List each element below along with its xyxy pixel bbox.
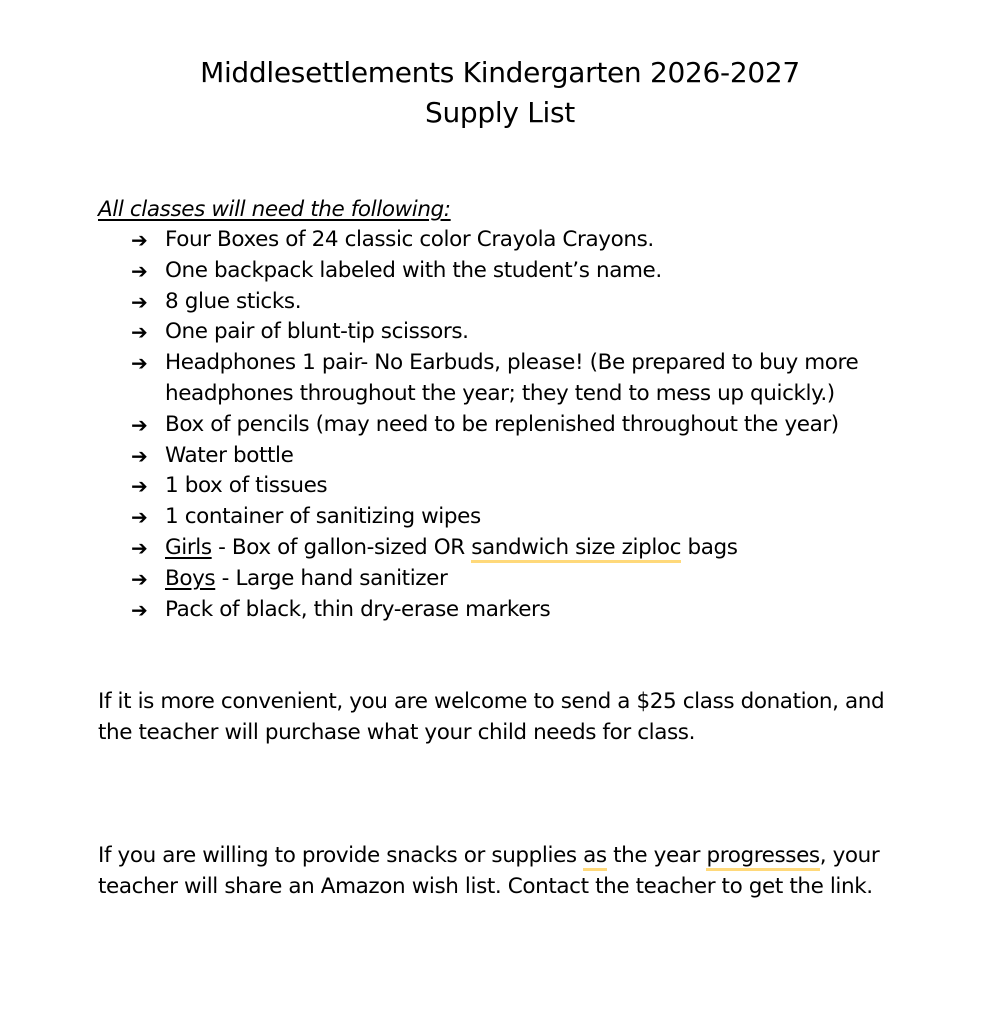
wishlist-text-2: the year <box>606 843 707 868</box>
list-item-text: One backpack labeled with the student’s name. <box>165 257 662 283</box>
list-item <box>0 410 925 441</box>
list-item <box>0 441 925 472</box>
arrow-icon: ➔ <box>131 505 148 530</box>
list-item <box>0 287 925 318</box>
girls-label: Girls <box>165 534 212 560</box>
list-item-text: Water bottle <box>165 442 294 468</box>
list-item <box>0 502 925 533</box>
list-item <box>0 595 925 626</box>
list-item-text: 8 glue sticks. <box>165 288 302 314</box>
list-item-text: Four Boxes of 24 classic color Crayola Crayons. <box>165 227 654 252</box>
arrow-icon: ➔ <box>131 228 148 252</box>
arrow-icon: ➔ <box>131 597 148 622</box>
section-heading: All classes will need the following: <box>98 197 451 222</box>
arrow-icon: ➔ <box>131 412 148 437</box>
wishlist-paragraph <box>98 841 918 903</box>
page-title <box>0 53 1000 133</box>
arrow-icon: ➔ <box>131 566 148 591</box>
spelling-highlight[interactable]: sandwich size ziploc <box>471 535 681 563</box>
arrow-icon: ➔ <box>131 258 148 283</box>
list-item-text: Box of pencils (may need to be replenished throughout the year) <box>165 411 839 437</box>
title-line-1: Middlesettlements Kindergarten 2026-2027 <box>200 56 800 89</box>
grammar-highlight[interactable]: as <box>583 843 607 871</box>
wishlist-text-1: If you are willing to provide snacks or supplies <box>98 843 584 868</box>
arrow-icon: ➔ <box>131 351 148 376</box>
boys-text: - Large hand sanitizer <box>215 565 448 591</box>
list-item-text: 1 box of tissues <box>165 473 328 499</box>
donation-paragraph: If it is more convenient, you are welcome to send a $25 class donation, and the teacher will purchase what your child needs for class. <box>98 689 885 745</box>
arrow-icon: ➔ <box>131 443 148 468</box>
list-item-boys <box>0 564 925 595</box>
title-line-2: Supply List <box>425 96 575 129</box>
supply-list <box>0 225 925 625</box>
grammar-highlight[interactable]: progresses <box>706 843 819 871</box>
wishlist-text-3: , your teacher will share an Amazon wish list. Contact the teacher to get the link. <box>98 843 880 899</box>
list-item <box>0 225 925 256</box>
arrow-icon: ➔ <box>131 474 148 499</box>
arrow-icon: ➔ <box>131 320 148 345</box>
list-item-text: Headphones 1 pair- No Earbuds, please! (Be prepared to buy more headphones throughout the year; they tend to mess up quickly.) <box>165 350 859 406</box>
girls-text-after: bags <box>681 534 738 560</box>
list-item-text: One pair of blunt-tip scissors. <box>165 319 469 345</box>
arrow-icon: ➔ <box>131 535 148 560</box>
list-item <box>0 317 925 348</box>
list-item-text: Pack of black, thin dry-erase markers <box>165 596 551 622</box>
list-item <box>0 471 925 502</box>
list-item-girls <box>0 533 925 564</box>
boys-label: Boys <box>165 565 216 591</box>
list-item-text: 1 container of sanitizing wipes <box>165 504 481 530</box>
list-item <box>0 256 925 287</box>
girls-text-before: - Box of gallon-sized OR <box>211 534 472 560</box>
arrow-icon: ➔ <box>131 289 148 314</box>
list-item <box>0 348 925 410</box>
